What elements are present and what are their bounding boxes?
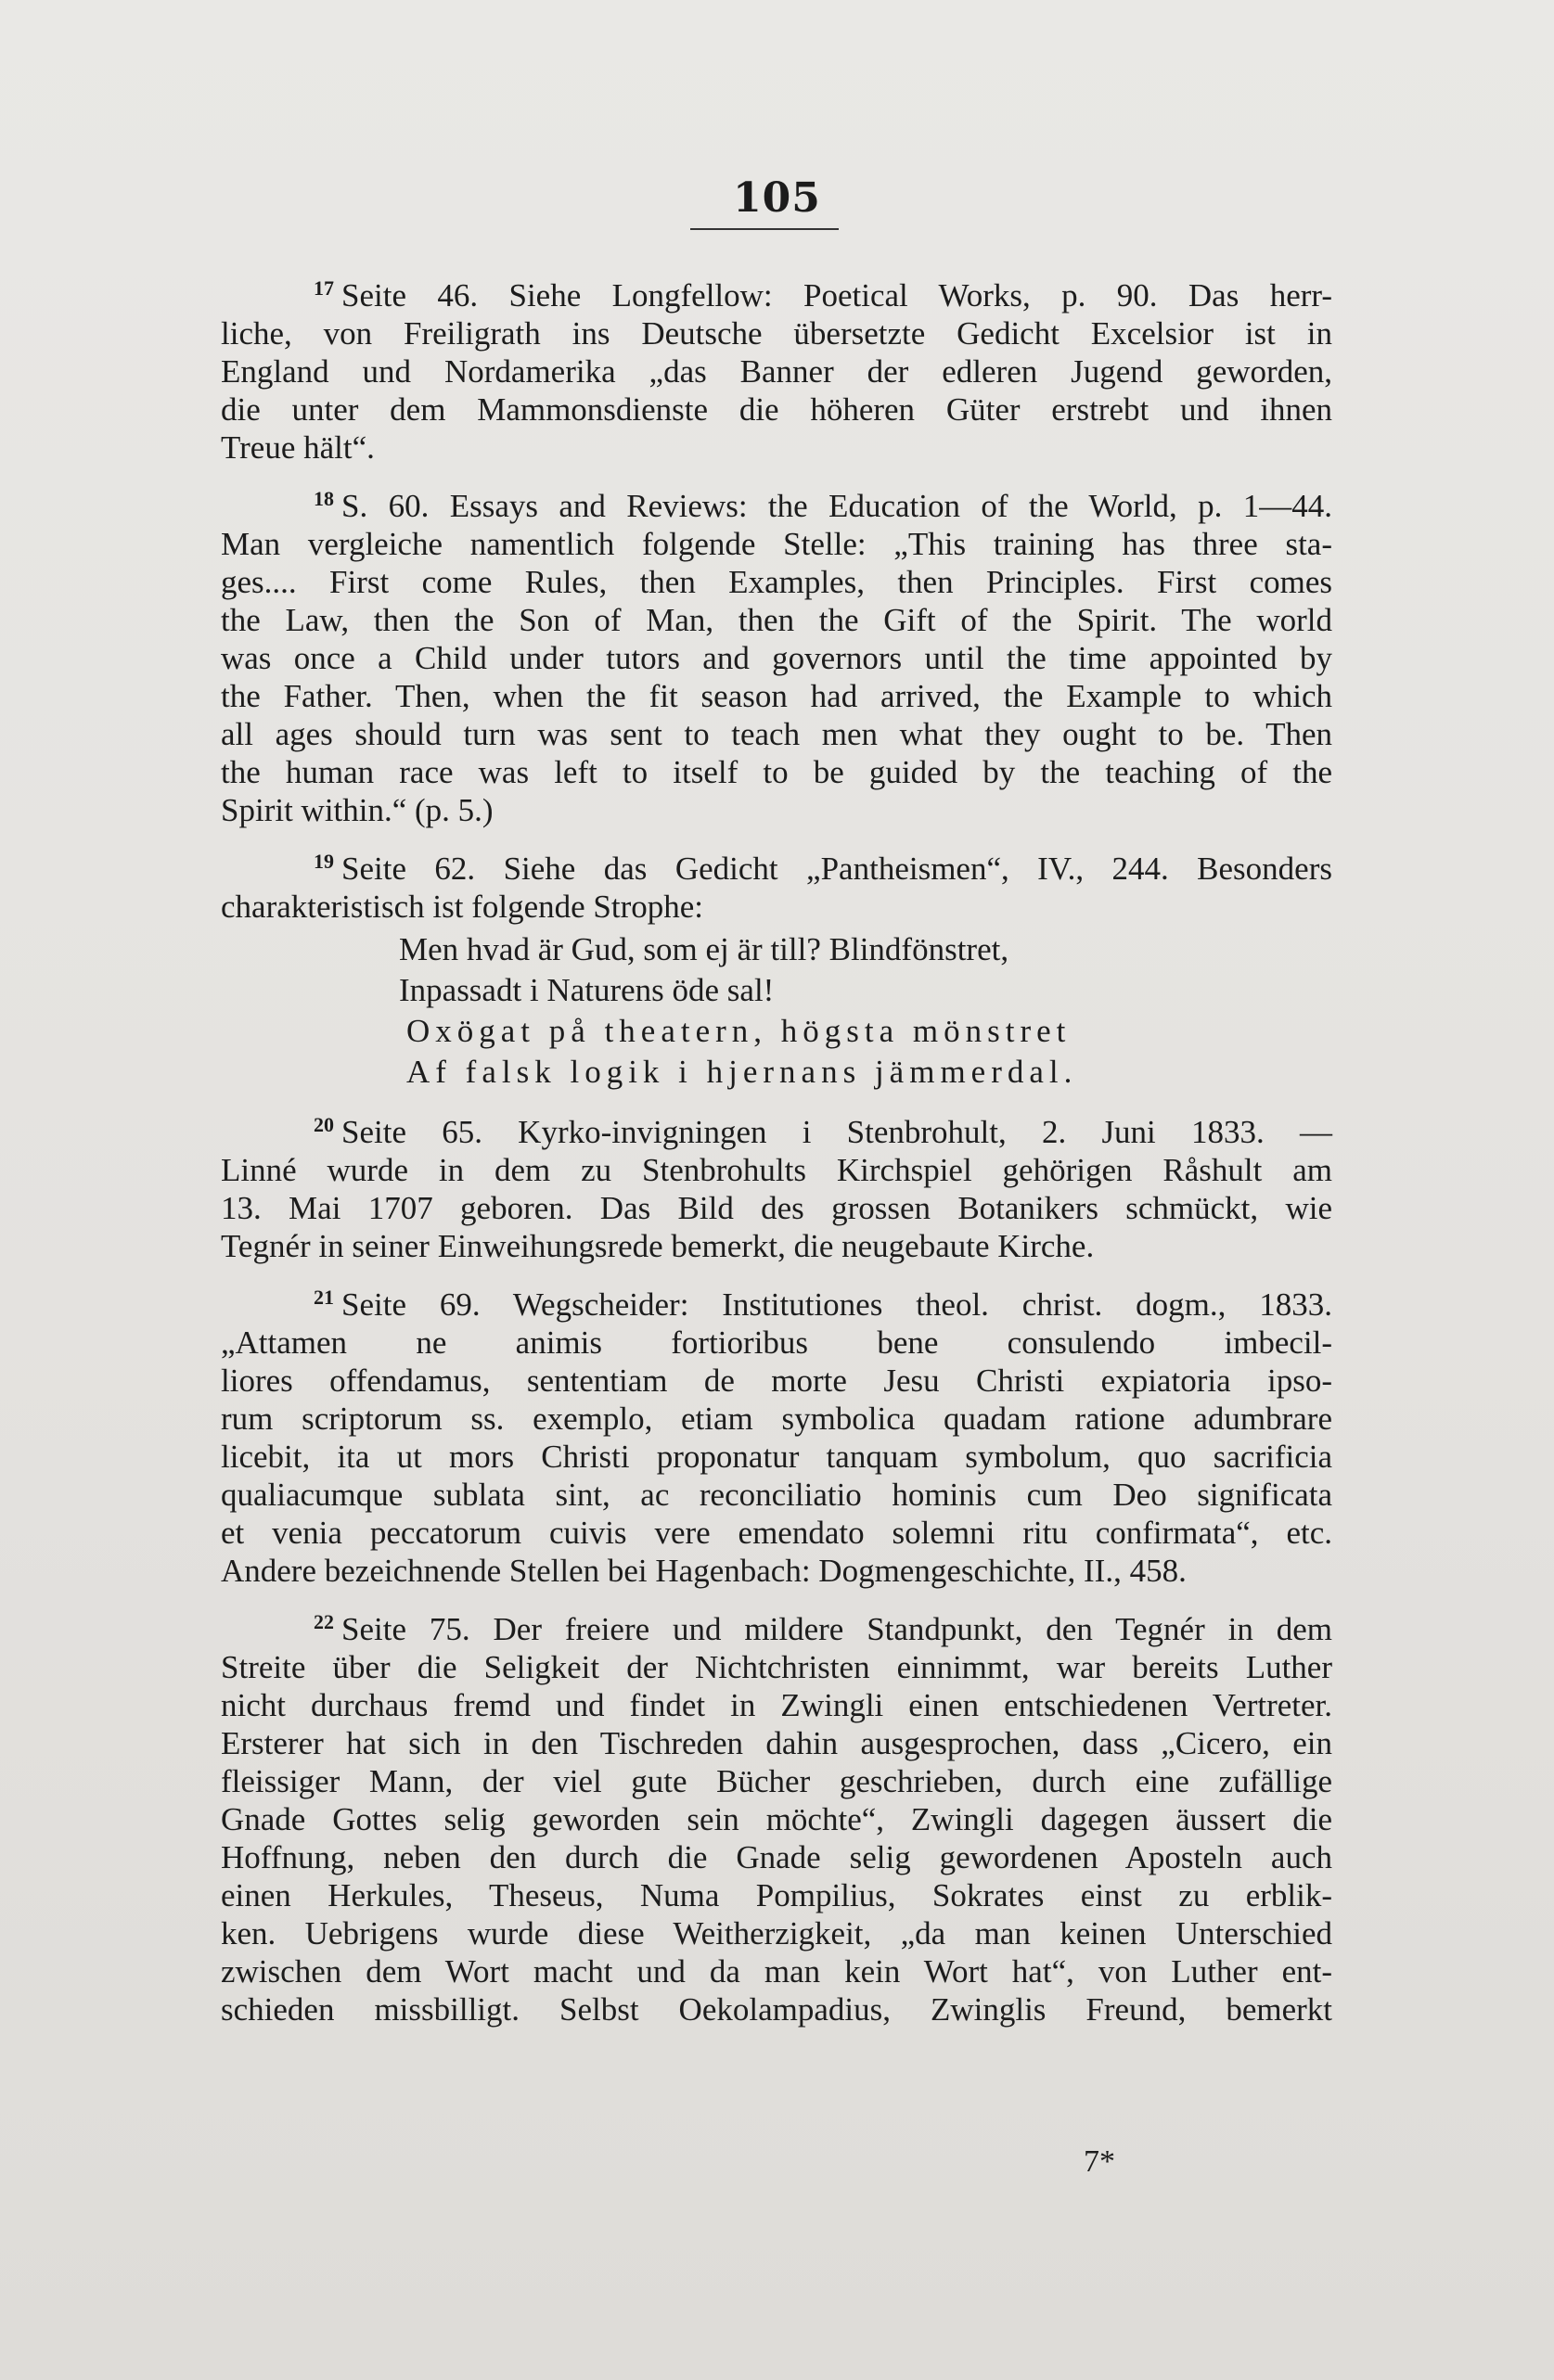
note-line: rum scriptorum ss. exemplo, etiam symbolica quadam ratione adumbrare — [221, 1401, 1332, 1437]
note-line: 13. Mai 1707 geboren. Das Bild des grossen Botanikers schmückt, wie — [221, 1190, 1332, 1226]
note-line: England und Nordamerika „das Banner der edleren Jugend geworden, — [221, 353, 1332, 390]
note-line: licebit, ita ut mors Christi proponatur tanquam symbolum, quo sacrificia — [221, 1439, 1332, 1475]
note-line: Ersterer hat sich in den Tischreden dahin ausgesprochen, dass „Cicero, ein — [221, 1725, 1332, 1761]
note-line: the human race was left to itself to be guided by the teaching of the — [221, 754, 1332, 790]
note-line: Man vergleiche namentlich folgende Stelle: „This training has three sta- — [221, 526, 1332, 562]
footnote-19 — [221, 842, 1332, 1093]
note-line: Andere bezeichnende Stellen bei Hagenbach: Dogmengeschichte, II., 458. — [221, 1553, 1187, 1589]
note-line: charakteristisch ist folgende Strophe: — [221, 889, 703, 925]
note-marker: 18 — [314, 487, 334, 510]
footnote-21 — [221, 1278, 1332, 1590]
note-line: liores offendamus, sententiam de morte Jesu Christi expiatoria ipso- — [221, 1363, 1332, 1399]
note-line: $^{21}$ Seite 69. Wegscheider: Institutiones theol. christ. dogm., 1833. — [314, 1286, 1332, 1323]
note-line: the Father. Then, when the fit season had arrived, the Example to which — [221, 678, 1332, 714]
header-rule — [690, 228, 839, 230]
note-line: schieden missbilligt. Selbst Oekolampadius, Zwinglis Freund, bemerkt — [221, 1991, 1332, 2028]
note-line: Spirit within.“ (p. 5.) — [221, 792, 494, 828]
note-line: qualiacumque sublata sint, ac reconciliatio hominis cum Deo significata — [221, 1477, 1332, 1513]
note-line: $^{22}$ Seite 75. Der freiere und mildere Standpunkt, den Tegnér in dem — [314, 1610, 1332, 1647]
note-line: the Law, then the Son of Man, then the Gift of the Spirit. The world — [221, 602, 1332, 638]
note-line: fleissiger Mann, der viel gute Bücher geschrieben, durch eine zufällige — [221, 1763, 1332, 1799]
poem-line: Men hvad är Gud, som ej är till? Blindfönstret, — [399, 931, 1009, 967]
footnote-18 — [221, 480, 1332, 829]
note-marker: 17 — [314, 276, 334, 300]
note-line: Linné wurde in dem zu Stenbrohults Kirchspiel gehörigen Råshult am — [221, 1152, 1332, 1188]
note-line: Tegnér in seiner Einweihungsrede bemerkt, die neugebaute Kirche. — [221, 1228, 1095, 1264]
poem-line: Oxögat på theatern, högsta mönstret — [406, 1013, 1072, 1049]
note-line: Treue hält“. — [221, 429, 375, 466]
note-line: Gnade Gottes selig geworden sein möchte“, Zwingli dagegen äussert die — [221, 1801, 1332, 1837]
signature-mark: 7* — [1084, 2144, 1115, 2179]
note-marker: 19 — [314, 850, 334, 873]
note-line: $^{19}$ Seite 62. Siehe das Gedicht „Pantheismen“, IV., 244. Besonders — [314, 850, 1332, 887]
note-line: Hoffnung, neben den durch die Gnade selig gewordenen Aposteln auch — [221, 1839, 1332, 1875]
note-marker: 20 — [314, 1113, 334, 1136]
page-number: 105 — [733, 174, 821, 222]
footnote-20 — [221, 1106, 1332, 1265]
note-line: zwischen dem Wort macht und da man kein Wort hat“, von Luther ent- — [221, 1953, 1332, 1990]
poem-line: Inpassadt i Naturens öde sal! — [399, 972, 775, 1008]
note-line: was once a Child under tutors and governors until the time appointed by — [221, 640, 1332, 676]
note-line: et venia peccatorum cuivis vere emendato solemni ritu confirmata“, etc. — [221, 1515, 1332, 1551]
note-line: $^{17}$ Seite 46. Siehe Longfellow: Poetical Works, p. 90. Das herr- — [314, 276, 1332, 313]
note-line: liche, von Freiligrath ins Deutsche übersetzte Gedicht Excelsior ist in — [221, 315, 1332, 352]
note-marker: 22 — [314, 1610, 334, 1633]
footnote-22 — [221, 1603, 1332, 2028]
note-marker: 21 — [314, 1286, 334, 1309]
note-line: $^{18}$ S. 60. Essays and Reviews: the Education of the World, p. 1—44. — [314, 487, 1332, 524]
note-line: Streite über die Seligkeit der Nichtchristen einnimmt, war bereits Luther — [221, 1649, 1332, 1685]
footnotes-body — [221, 269, 1332, 2041]
note-line: die unter dem Mammonsdienste die höheren Güter erstrebt und ihnen — [221, 391, 1332, 428]
footnote-17 — [221, 269, 1332, 467]
note-line: nicht durchaus fremd und findet in Zwingli einen entschiedenen Vertreter. — [221, 1687, 1332, 1723]
note-line: $^{20}$ Seite 65. Kyrko-invigningen i Stenbrohult, 2. Juni 1833. — — [314, 1113, 1332, 1150]
note-line: einen Herkules, Theseus, Numa Pompilius, Sokrates einst zu erblik- — [221, 1877, 1332, 1913]
note-line: all ages should turn was sent to teach men what they ought to be. Then — [221, 716, 1332, 752]
note-line: ges.... First come Rules, then Examples, then Principles. First comes — [221, 564, 1332, 600]
note-line: ken. Uebrigens wurde diese Weitherzigkeit, „da man keinen Unterschied — [221, 1915, 1332, 1951]
poem-line: Af falsk logik i hjernans jämmerdal. — [406, 1054, 1078, 1090]
note-line: „Attamen ne animis fortioribus bene consulendo imbecil- — [221, 1324, 1332, 1361]
poem-stanza — [399, 929, 1332, 1093]
